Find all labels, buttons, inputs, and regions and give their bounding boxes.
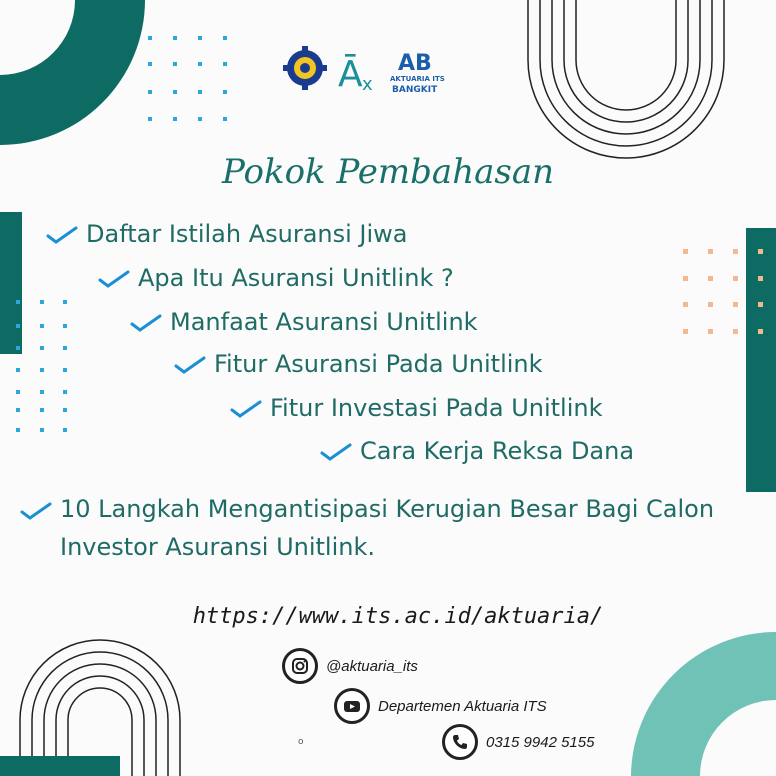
svg-text:x: x (362, 74, 373, 95)
bottom-right-quarter-shape (631, 632, 776, 776)
list-item-label: Apa Itu Asuransi Unitlink ? (138, 264, 454, 292)
right-teal-bar (746, 228, 776, 492)
svg-text:BANGKIT: BANGKIT (392, 85, 438, 95)
check-icon (320, 441, 352, 461)
youtube-channel: Departemen Aktuaria ITS (378, 697, 547, 715)
list-item (174, 350, 543, 378)
list-item-label: Manfaat Asuransi Unitlink (170, 308, 478, 336)
aktuaria-bangkit-logo-icon (390, 51, 445, 95)
bottom-left-arch-lines (20, 640, 180, 776)
list-item (130, 308, 478, 336)
left-dot-grid (16, 300, 67, 432)
small-mark: o (298, 737, 304, 747)
logos (280, 40, 460, 100)
youtube-row[interactable] (334, 688, 547, 724)
list-item-label: Fitur Investasi Pada Unitlink (270, 394, 603, 422)
left-teal-bar (0, 212, 22, 354)
check-icon (130, 312, 162, 332)
check-icon (98, 268, 130, 288)
check-icon (46, 224, 78, 244)
list-item-label: Daftar Istilah Asuransi Jiwa (86, 220, 408, 248)
list-item-wide (20, 490, 760, 566)
check-icon (230, 398, 262, 418)
its-logo-icon (283, 46, 327, 90)
aktuaria-ax-logo-icon (338, 54, 373, 95)
page-title: Pokok Pembahasan (222, 152, 554, 192)
check-icon (20, 500, 52, 520)
svg-text:AKTUARIA ITS: AKTUARIA ITS (390, 75, 445, 83)
top-right-arch-lines (528, 0, 724, 158)
youtube-icon (334, 688, 370, 724)
instagram-row[interactable] (282, 648, 418, 684)
check-icon (174, 354, 206, 374)
instagram-icon (282, 648, 318, 684)
top-dot-grid (148, 36, 227, 121)
list-item (98, 264, 454, 292)
list-item (46, 220, 408, 248)
website-url[interactable]: https://www.its.ac.id/aktuaria/ (192, 604, 604, 629)
svg-text:AB: AB (398, 51, 432, 76)
list-item-label: Fitur Asuransi Pada Unitlink (214, 350, 543, 378)
list-item (230, 394, 603, 422)
list-item-label: 10 Langkah Mengantisipasi Kerugian Besar Bagi Calon Investor Asuransi Unitlink. (60, 495, 715, 561)
list-item (320, 437, 634, 465)
list-item-label: Cara Kerja Reksa Dana (360, 437, 635, 465)
phone-icon (442, 724, 478, 760)
bottom-left-teal-bar (0, 756, 120, 776)
instagram-handle: @aktuaria_its (326, 657, 418, 675)
phone-number: 0315 9942 5155 (486, 733, 595, 751)
svg-text:Ā: Ā (338, 54, 363, 95)
logo-row (280, 40, 460, 100)
phone-row[interactable] (442, 724, 594, 760)
